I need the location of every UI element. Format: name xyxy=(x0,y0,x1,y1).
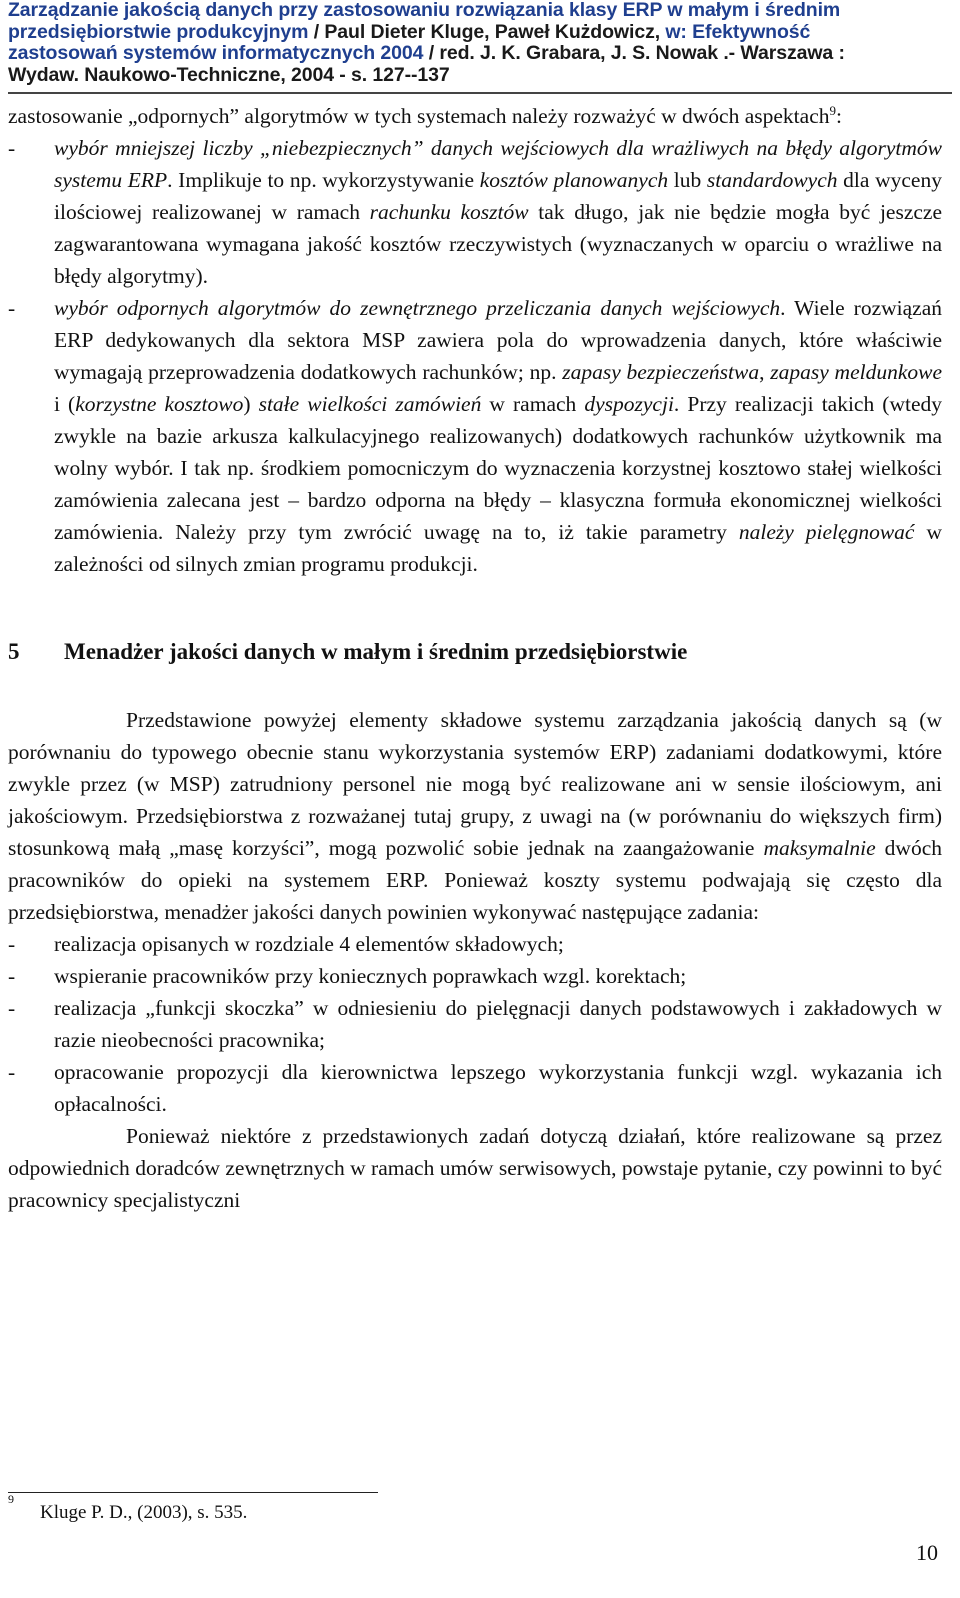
footnote xyxy=(8,1492,248,1524)
list-dash: - xyxy=(8,932,16,956)
task-item-text: wspieranie pracowników przy koniecznych poprawkach wzgl. korektach; xyxy=(54,964,687,988)
footnote-text: Kluge P. D., (2003), s. 535. xyxy=(40,1502,248,1523)
task-item-text: opracowanie propozycji dla kierownictwa lepszego wykorzystania funkcji wzgl. wykazania ich opłacalności. xyxy=(54,1060,942,1116)
task-item xyxy=(8,928,942,960)
aspect-item-1 xyxy=(8,132,942,292)
task-item xyxy=(8,960,942,992)
section-title: Menadżer jakości danych w małym i średnim przedsiębiorstwie xyxy=(64,639,688,664)
footnote-number: 9 xyxy=(8,1492,14,1506)
citation-line-4: Wydaw. Naukowo-Techniczne, 2004 - s. 127--137 xyxy=(8,63,450,86)
list-dash: - xyxy=(8,1060,16,1084)
task-item xyxy=(8,992,942,1056)
citation-header xyxy=(8,0,952,86)
body-paragraph-2: Ponieważ niektóre z przedstawionych zadań dotyczą działań, które realizowane są przez odpowiednich doradców zewnętrznych w ramach umów serwisowych, powstaje pytanie, czy powinni to być pracownicy specjalistyczni xyxy=(8,1124,942,1212)
list-dash: - xyxy=(8,136,16,160)
intro-paragraph: zastosowanie „odpornych” algorytmów w tych systemach należy rozważyć w dwóch aspektach$^9$: xyxy=(8,102,842,128)
task-item xyxy=(8,1056,942,1120)
list-dash: - xyxy=(8,296,16,320)
body-paragraph-1: Przedstawione powyżej elementy składowe systemu zarządzania jakością danych są (w porównaniu do typowego obecnie stanu wykorzystania systemów ERP) zadaniami dodatkowymi, które zwykle przez (w MSP) zatrudniony personel nie mogą być realizowane ani w sensie ilościowym, ani jakościowym. Przedsiębiorstwa z rozważanej tutaj grupy, z uwagi na (w porównaniu do większych firm) stosunkową małą „masę korzyści”, mogą pozwolić sobie jednak na zaangażowanie maksymalnie dwóch pracowników do opieki na systemem ERP. Ponieważ koszty systemu podwajają się często dla przedsiębiorstwa, menadżer jakości danych powinien wykonywać następujące zadania: xyxy=(8,708,943,924)
page-body xyxy=(8,100,942,1216)
task-item-text: realizacja „funkcji skoczka” w odniesieniu do pielęgnacji danych podstawowych i zakładowych w razie nieobecności pracownika; xyxy=(54,996,942,1052)
section-number: 5 xyxy=(8,639,20,664)
task-item-text: realizacja opisanych w rozdziale 4 elementów składowych; xyxy=(54,932,564,956)
aspect-item-2-text: wybór odpornych algorytmów do zewnętrznego przeliczania danych wejściowych. Wiele rozwiązań ERP dedykowanych dla sektora MSP zawiera pola do wprowadzenia danych, które właściwie wymagają przeprowadzenia dodatkowych rachunków; np. zapasy bezpieczeństwa, zapasy meldunkowe i (korzystne kosztowo) stałe wielkości zamówień w ramach dyspozycji. Przy realizacji takich (wtedy zwykle na bazie arkusza kalkulacyjnego realizowanych) dodatkowych rachunków użytkownik ma wolny wybór. I tak np. środkiem pomocniczym do wyznaczenia korzystnej kosztowo stałej wielkości zamówienia zalecana jest – bardzo odporna na błędy – klasyczna formuła ekonomicznej wielkości zamówienia. Należy przy tym zwrócić uwagę na to, iż takie parametry należy pielęgnować w zależności od silnych zmian programu produkcji. xyxy=(54,296,943,576)
citation-line-3: zastosowań systemów informatycznych 2004 / red. J. K. Grabara, J. S. Nowak .- Warszawa : xyxy=(8,42,845,64)
citation-line-1: Zarządzanie jakością danych przy zastosowaniu rozwiązania klasy ERP w małym i średnim xyxy=(8,0,841,21)
aspect-item-2 xyxy=(8,292,942,580)
section-heading xyxy=(8,636,942,668)
footnote-divider xyxy=(8,1492,378,1493)
aspect-item-1-text: wybór mniejszej liczby „niebezpiecznych” danych wejściowych dla wrażliwych na błędy algorytmów systemu ERP. Implikuje to np. wykorzystywanie kosztów planowanych lub standardowych dla wyceny ilościowej realizowanej w ramach rachunku kosztów tak długo, jak nie będzie mogła być jeszcze zagwarantowana wymagana jakość kosztów rzeczywistych (wyznaczanych w oparciu o wrażliwe na błędy algorytmy). xyxy=(54,136,943,288)
page-number: 10 xyxy=(916,1540,938,1565)
list-dash: - xyxy=(8,964,16,988)
list-dash: - xyxy=(8,996,16,1020)
citation-line-2: przedsiębiorstwie produkcyjnym / Paul Dieter Kluge, Paweł Kużdowicz, w: Efektywność xyxy=(8,20,811,43)
header-divider xyxy=(8,92,952,94)
footnote-ref: 9 xyxy=(829,102,836,118)
